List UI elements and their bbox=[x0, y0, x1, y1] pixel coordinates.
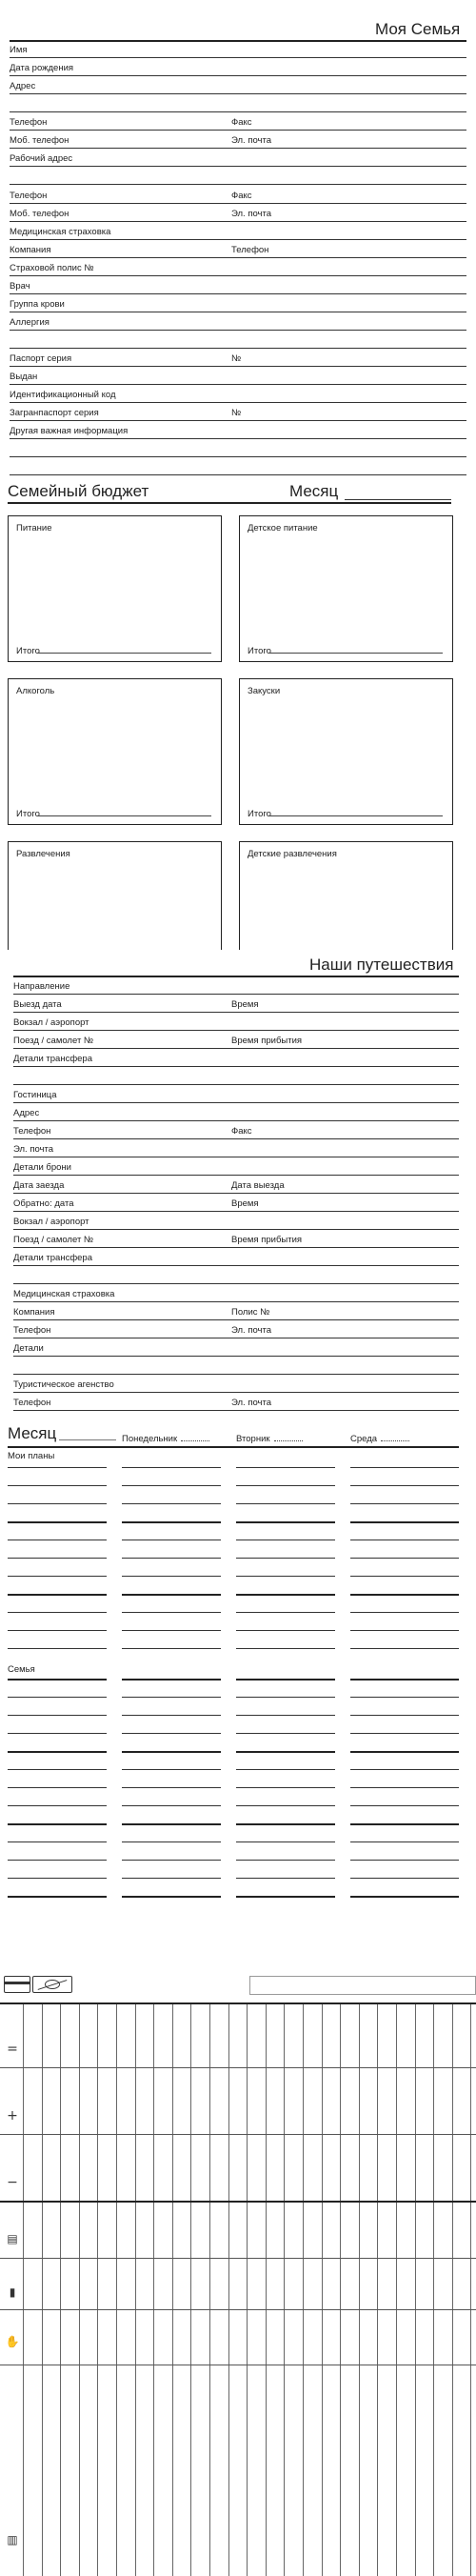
plan-line[interactable] bbox=[122, 1594, 221, 1596]
grid-column-line bbox=[42, 2002, 43, 2576]
ledger-icon: ▥ bbox=[7, 2533, 18, 2546]
travel-departure-date: Выезд дата bbox=[13, 999, 62, 1010]
travel-title: Наши путешествия bbox=[309, 956, 454, 974]
travel-train: Поезд / самолет № bbox=[13, 1036, 94, 1046]
plan-line[interactable] bbox=[236, 1841, 335, 1842]
plan-line[interactable] bbox=[8, 1558, 107, 1559]
travel-direction: Направление bbox=[13, 981, 70, 992]
field-mobile: Моб. телефон bbox=[10, 135, 69, 146]
tracker-grid[interactable] bbox=[0, 2002, 476, 2576]
plan-line[interactable] bbox=[122, 1878, 221, 1879]
plan-line[interactable] bbox=[122, 1896, 221, 1898]
plan-line[interactable] bbox=[8, 1630, 107, 1631]
plan-line[interactable] bbox=[8, 1787, 107, 1788]
equals-icon: = bbox=[7, 2042, 18, 2057]
box-title: Детское питание bbox=[248, 523, 318, 533]
field-work-address: Рабочий адрес bbox=[10, 153, 73, 164]
plan-line[interactable] bbox=[8, 1841, 107, 1842]
plan-line[interactable] bbox=[122, 1558, 221, 1559]
family-title: Моя Семья bbox=[375, 20, 461, 38]
plan-line[interactable] bbox=[350, 1878, 459, 1879]
plan-line[interactable] bbox=[236, 1769, 335, 1770]
grid-column-line bbox=[228, 2002, 229, 2576]
field-company: Компания bbox=[10, 245, 51, 255]
plan-line[interactable] bbox=[236, 1751, 335, 1753]
travel-phone: Телефон bbox=[13, 1126, 51, 1137]
travel-transfer: Детали трансфера bbox=[13, 1054, 92, 1064]
field-name: Имя bbox=[10, 45, 28, 55]
travel-fax: Факс bbox=[231, 1126, 252, 1137]
travel-policy: Полис № bbox=[231, 1307, 270, 1318]
plan-line[interactable] bbox=[122, 1503, 221, 1504]
plan-line[interactable] bbox=[8, 1823, 107, 1825]
plan-line[interactable] bbox=[236, 1787, 335, 1788]
travel-time: Время bbox=[231, 999, 259, 1010]
hand-icon: ✋ bbox=[5, 2335, 20, 2348]
grid-column-line bbox=[359, 2002, 360, 2576]
budget-month-label: Месяц bbox=[289, 482, 339, 500]
plan-line[interactable] bbox=[350, 1896, 459, 1898]
plan-line[interactable] bbox=[350, 1648, 459, 1649]
plan-line[interactable] bbox=[236, 1503, 335, 1504]
plan-line[interactable] bbox=[236, 1697, 335, 1698]
field-doctor: Врач bbox=[10, 281, 30, 292]
plan-line[interactable] bbox=[350, 1576, 459, 1577]
plan-line[interactable] bbox=[236, 1896, 335, 1898]
grid-column-line bbox=[172, 2002, 173, 2576]
field-allergy: Аллергия bbox=[10, 317, 50, 328]
plan-line[interactable] bbox=[236, 1558, 335, 1559]
grid-column-line bbox=[396, 2002, 397, 2576]
field-address: Адрес bbox=[10, 81, 36, 91]
day-name: Среда bbox=[350, 1434, 378, 1444]
plan-line[interactable] bbox=[8, 1648, 107, 1649]
grid-row-line bbox=[0, 2134, 476, 2135]
plan-line[interactable] bbox=[350, 1697, 459, 1698]
plan-line[interactable] bbox=[236, 1594, 335, 1596]
plan-line[interactable] bbox=[8, 1503, 107, 1504]
weekly-month-label: Месяц bbox=[8, 1424, 57, 1442]
budget-title: Семейный бюджет bbox=[8, 482, 149, 500]
plan-line[interactable] bbox=[122, 1521, 221, 1523]
plan-line[interactable] bbox=[350, 1715, 459, 1716]
plan-line[interactable] bbox=[350, 1823, 459, 1825]
plan-line[interactable] bbox=[350, 1630, 459, 1631]
plan-line[interactable] bbox=[8, 1805, 107, 1806]
plan-line[interactable] bbox=[350, 1521, 459, 1523]
grid-column-line bbox=[79, 2002, 80, 2576]
grid-column-line bbox=[116, 2002, 117, 2576]
plan-line[interactable] bbox=[236, 1805, 335, 1806]
field-issued: Выдан bbox=[10, 372, 38, 382]
plan-line[interactable] bbox=[236, 1467, 335, 1468]
plan-line[interactable] bbox=[122, 1841, 221, 1842]
plan-line[interactable] bbox=[8, 1679, 107, 1680]
field-phone-2: Телефон bbox=[10, 191, 48, 201]
plan-line[interactable] bbox=[236, 1823, 335, 1825]
field-fax-2: Факс bbox=[231, 191, 252, 201]
plan-line[interactable] bbox=[236, 1612, 335, 1613]
plan-line[interactable] bbox=[350, 1733, 459, 1734]
plan-line[interactable] bbox=[122, 1751, 221, 1753]
field-mobile-2: Моб. телефон bbox=[10, 209, 69, 219]
plan-line[interactable] bbox=[122, 1485, 221, 1486]
travel-time-2: Время bbox=[231, 1198, 259, 1209]
plan-line[interactable] bbox=[122, 1576, 221, 1577]
weekly-plans-label: Мои планы bbox=[8, 1451, 55, 1461]
field-other: Другая важная информация bbox=[10, 426, 129, 436]
plan-line[interactable] bbox=[350, 1612, 459, 1613]
field-intl-passport: Загранпаспорт серия bbox=[10, 408, 99, 418]
plan-line[interactable] bbox=[8, 1751, 107, 1753]
grid-row-line bbox=[0, 2067, 476, 2068]
plan-line[interactable] bbox=[8, 1733, 107, 1734]
plan-line[interactable] bbox=[122, 1769, 221, 1770]
plan-line[interactable] bbox=[122, 1805, 221, 1806]
box-title: Закуски bbox=[248, 686, 281, 696]
field-passport: Паспорт серия bbox=[10, 353, 72, 364]
plan-line[interactable] bbox=[236, 1630, 335, 1631]
travel-address: Адрес bbox=[13, 1108, 40, 1118]
travel-med-insurance: Медицинская страховка bbox=[13, 1289, 115, 1299]
day-name: Вторник bbox=[236, 1434, 270, 1444]
grid-row-line bbox=[0, 2002, 476, 2004]
plan-line[interactable] bbox=[122, 1787, 221, 1788]
plan-line[interactable] bbox=[122, 1823, 221, 1825]
wallet-icon: ▤ bbox=[7, 2232, 18, 2245]
plan-line[interactable] bbox=[122, 1612, 221, 1613]
plan-line[interactable] bbox=[236, 1485, 335, 1486]
grid-column-line bbox=[135, 2002, 136, 2576]
day-name: Понедельник bbox=[122, 1434, 178, 1444]
field-intl-passport-no: № bbox=[231, 408, 242, 418]
plan-line[interactable] bbox=[122, 1697, 221, 1698]
plan-line[interactable] bbox=[350, 1769, 459, 1770]
plus-icon: + bbox=[7, 2108, 18, 2123]
grid-column-line bbox=[97, 2002, 98, 2576]
plan-line[interactable] bbox=[350, 1805, 459, 1806]
travel-arrival-time-2: Время прибытия bbox=[231, 1235, 303, 1245]
plan-line[interactable] bbox=[350, 1787, 459, 1788]
travel-checkout: Дата выезда bbox=[231, 1180, 285, 1191]
grid-row-line bbox=[0, 2309, 476, 2310]
travel-email-2: Эл. почта bbox=[231, 1325, 272, 1336]
plan-line[interactable] bbox=[8, 1521, 107, 1523]
travel-agency: Туристическое агенство bbox=[13, 1379, 114, 1390]
plan-line[interactable] bbox=[350, 1751, 459, 1753]
box-title: Детские развлечения bbox=[248, 849, 337, 859]
grid-column-line bbox=[153, 2002, 154, 2576]
travel-station: Вокзал / аэропорт bbox=[13, 1017, 89, 1028]
plan-line[interactable] bbox=[8, 1878, 107, 1879]
plan-line[interactable] bbox=[236, 1521, 335, 1523]
plan-line[interactable] bbox=[350, 1503, 459, 1504]
grid-column-line bbox=[247, 2002, 248, 2576]
plan-line[interactable] bbox=[122, 1860, 221, 1861]
field-email-2: Эл. почта bbox=[231, 209, 272, 219]
tracker-title-input[interactable] bbox=[249, 1976, 476, 1995]
weekly-family-label: Семья bbox=[8, 1664, 35, 1675]
plan-line[interactable] bbox=[122, 1715, 221, 1716]
travel-station-2: Вокзал / аэропорт bbox=[13, 1217, 89, 1227]
card-icon bbox=[4, 1976, 30, 1993]
grid-column-line bbox=[209, 2002, 210, 2576]
field-fax: Факс bbox=[231, 117, 252, 128]
grid-column-line bbox=[340, 2002, 341, 2576]
plan-line[interactable] bbox=[8, 1860, 107, 1861]
minus-icon: − bbox=[7, 2175, 18, 2190]
box-title: Алкоголь bbox=[16, 686, 55, 696]
plan-line[interactable] bbox=[8, 1594, 107, 1596]
plan-line[interactable] bbox=[236, 1679, 335, 1680]
field-passport-no: № bbox=[231, 353, 242, 364]
plan-line[interactable] bbox=[236, 1860, 335, 1861]
plan-line[interactable] bbox=[236, 1648, 335, 1649]
grid-column-line bbox=[303, 2002, 304, 2576]
travel-train-2: Поезд / самолет № bbox=[13, 1235, 94, 1245]
plan-line[interactable] bbox=[350, 1679, 459, 1680]
plan-line[interactable] bbox=[122, 1467, 221, 1468]
grid-row-line bbox=[0, 2258, 476, 2259]
travel-email: Эл. почта bbox=[13, 1144, 54, 1155]
grid-column-line bbox=[60, 2002, 61, 2576]
plan-line[interactable] bbox=[8, 1485, 107, 1486]
box-title: Развлечения bbox=[16, 849, 70, 859]
field-email: Эл. почта bbox=[231, 135, 272, 146]
plan-line[interactable] bbox=[8, 1715, 107, 1716]
plan-line[interactable] bbox=[350, 1558, 459, 1559]
field-policy: Страховой полис № bbox=[10, 263, 94, 273]
plan-line[interactable] bbox=[350, 1485, 459, 1486]
grid-column-line bbox=[433, 2002, 434, 2576]
plan-line[interactable] bbox=[350, 1860, 459, 1861]
plan-line[interactable] bbox=[8, 1896, 107, 1898]
field-id-code: Идентификационный код bbox=[10, 390, 116, 400]
plan-line[interactable] bbox=[350, 1467, 459, 1468]
field-phone: Телефон bbox=[10, 117, 48, 128]
plan-line[interactable] bbox=[350, 1841, 459, 1842]
plan-line[interactable] bbox=[122, 1733, 221, 1734]
field-birth-date: Дата рождения bbox=[10, 63, 74, 73]
grid-column-line bbox=[470, 2002, 471, 2576]
travel-phone-2: Телефон bbox=[13, 1325, 51, 1336]
travel-transfer-2: Детали трансфера bbox=[13, 1253, 92, 1263]
travel-hotel: Гостиница bbox=[13, 1090, 57, 1100]
box-total-label: Итого bbox=[248, 808, 271, 819]
box-total-label: Итого bbox=[248, 645, 271, 656]
plan-line[interactable] bbox=[122, 1648, 221, 1649]
box-total-label: Итого bbox=[16, 808, 40, 819]
travel-checkin: Дата заезда bbox=[13, 1180, 65, 1191]
grid-column-line bbox=[266, 2002, 267, 2576]
plan-line[interactable] bbox=[236, 1733, 335, 1734]
grid-column-line bbox=[23, 2002, 24, 2576]
plan-line[interactable] bbox=[8, 1612, 107, 1613]
grid-column-line bbox=[284, 2002, 285, 2576]
grid-column-line bbox=[452, 2002, 453, 2576]
plan-line[interactable] bbox=[8, 1697, 107, 1698]
travel-booking: Детали брони bbox=[13, 1162, 71, 1173]
card-side-icon: ▮ bbox=[9, 2285, 16, 2299]
travel-email-3: Эл. почта bbox=[231, 1398, 272, 1408]
travel-company: Компания bbox=[13, 1307, 55, 1318]
field-med-insurance: Медицинская страховка bbox=[10, 227, 111, 237]
travel-phone-3: Телефон bbox=[13, 1398, 51, 1408]
travel-details: Детали bbox=[13, 1343, 44, 1354]
field-company-phone: Телефон bbox=[231, 245, 269, 255]
travel-return-date: Обратно: дата bbox=[13, 1198, 74, 1209]
plan-line[interactable] bbox=[8, 1467, 107, 1468]
box-title: Питание bbox=[16, 523, 52, 533]
grid-column-line bbox=[322, 2002, 323, 2576]
field-blood: Группа крови bbox=[10, 299, 65, 310]
plan-line[interactable] bbox=[122, 1679, 221, 1680]
plan-line[interactable] bbox=[236, 1878, 335, 1879]
plan-line[interactable] bbox=[122, 1630, 221, 1631]
grid-row-line bbox=[0, 2201, 476, 2203]
box-total-label: Итого bbox=[16, 645, 40, 656]
plan-line[interactable] bbox=[8, 1769, 107, 1770]
grid-column-line bbox=[190, 2002, 191, 2576]
travel-arrival-time: Время прибытия bbox=[231, 1036, 303, 1046]
plan-line[interactable] bbox=[236, 1715, 335, 1716]
no-cash-icon bbox=[32, 1976, 72, 1993]
grid-column-line bbox=[415, 2002, 416, 2576]
plan-line[interactable] bbox=[236, 1576, 335, 1577]
grid-column-line bbox=[377, 2002, 378, 2576]
plan-line[interactable] bbox=[8, 1576, 107, 1577]
plan-line[interactable] bbox=[350, 1594, 459, 1596]
